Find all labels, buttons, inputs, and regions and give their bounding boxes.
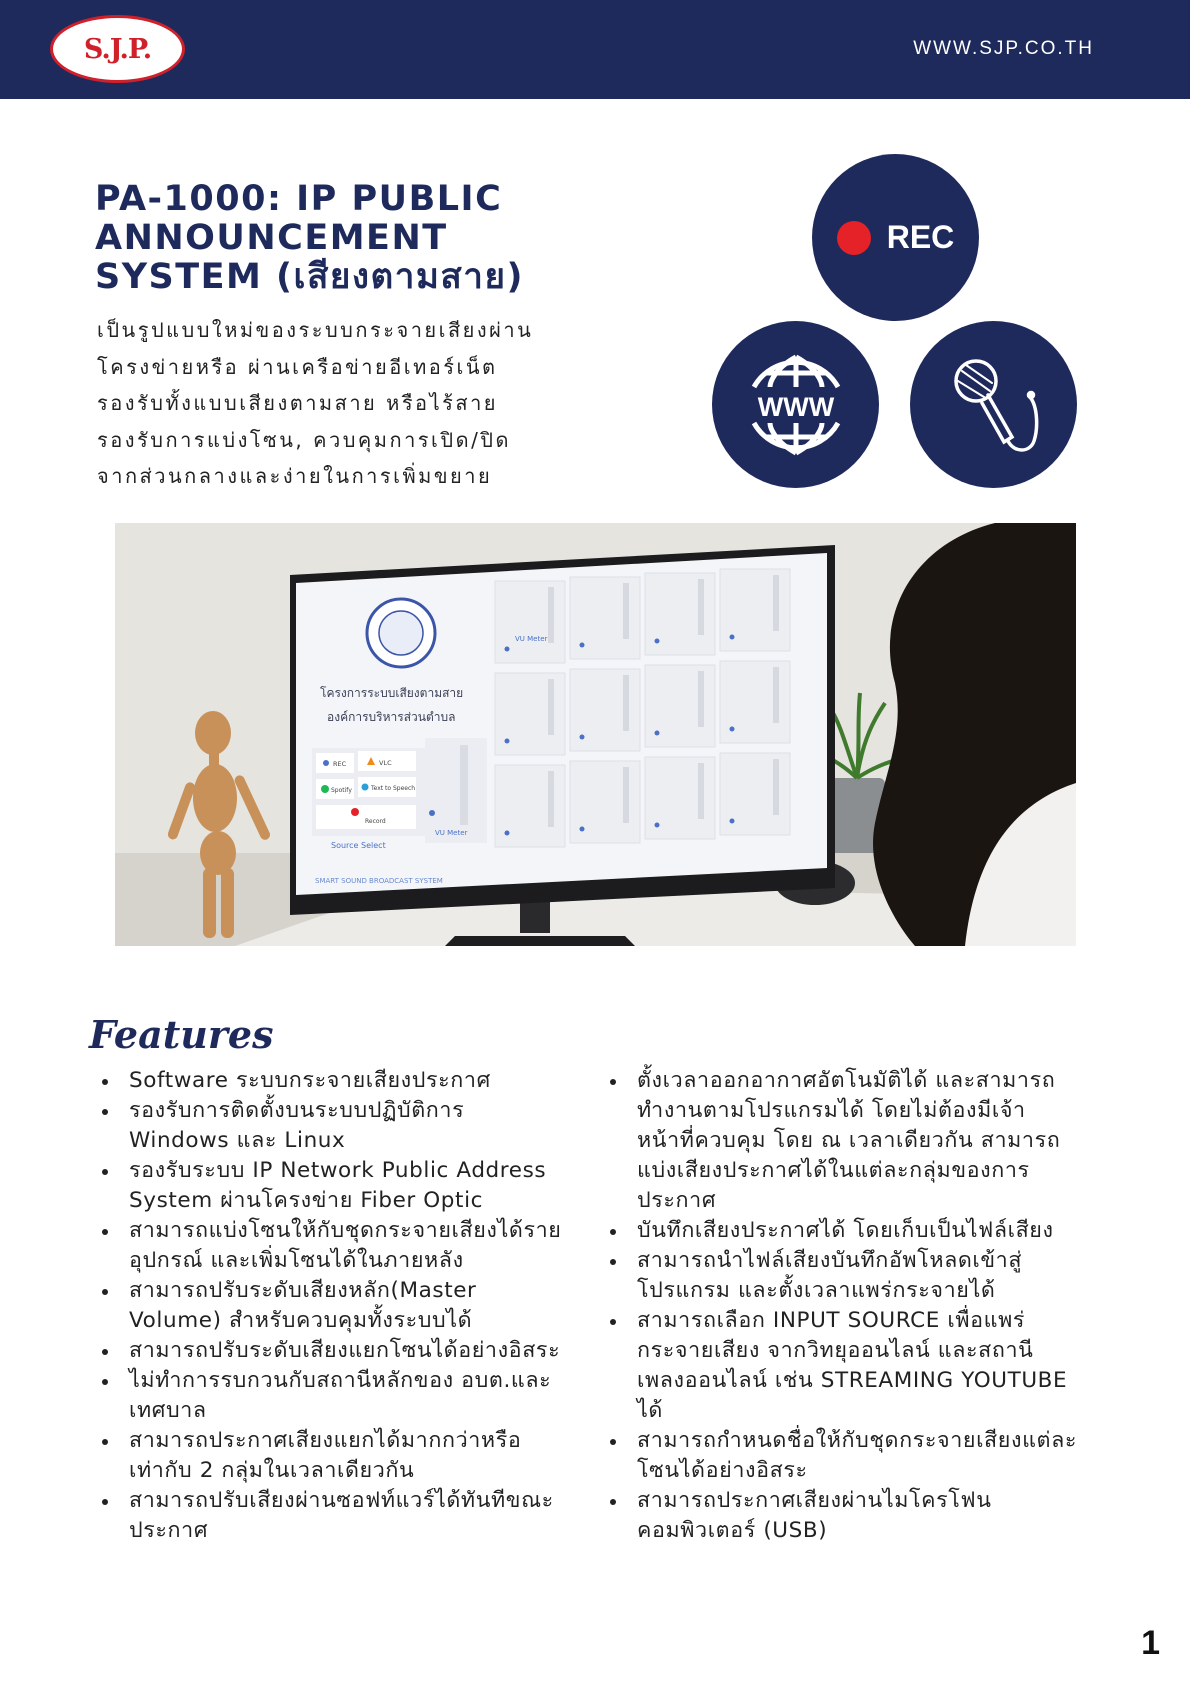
intro-line: เป็นรูปแบบใหม่ของระบบกระจายเสียงผ่าน [97, 318, 534, 342]
list-item: ไม่ทำการรบกวนกับสถานีหลักของ อบต.และเทศบาล [96, 1366, 566, 1426]
title-line: ANNOUNCEMENT [95, 218, 448, 258]
list-item: สามารถประกาศเสียงแยกได้มากกว่าหรือเท่ากับ 2 กลุ่มในเวลาเดียวกัน [96, 1426, 566, 1486]
screen-vu-meter-label: VU Meter [435, 829, 468, 837]
microphone-badge [910, 321, 1077, 488]
screen-footer-text: SMART SOUND BROADCAST SYSTEM [315, 877, 443, 885]
list-item: สามารถเลือก INPUT SOURCE เพื่อแพร่กระจายเสียง จากวิทยุออนไลน์ และสถานีเพลงออนไลน์ เช่น STREAMING YOUTUBE ได้ [604, 1306, 1079, 1426]
www-label: WWW [757, 391, 834, 422]
sjp-logo[interactable] [50, 15, 185, 83]
list-item: สามารถประกาศเสียงผ่านไมโครโฟนคอมพิวเตอร์ (USB) [604, 1486, 1079, 1546]
list-item: สามารถแบ่งโซนให้กับชุดกระจายเสียงได้รายอุปกรณ์ และเพิ่มโซนได้ในภายหลัง [96, 1216, 566, 1276]
list-item: สามารถกำหนดชื่อให้กับชุดกระจายเสียงแต่ละโซนได้อย่างอิสระ [604, 1426, 1079, 1486]
site-url-link[interactable]: WWW.SJP.CO.TH [913, 38, 1094, 59]
list-item: สามารถนำไฟล์เสียงบันทึกอัพโหลดเข้าสู่โปรแกรม และตั้งเวลาแพร่กระจายได้ [604, 1246, 1079, 1306]
screen-btn-vlc: VLC [379, 759, 392, 767]
feature-list-left [96, 1066, 566, 1546]
header-bar [0, 0, 1190, 99]
screen-btn-rec: REC [333, 760, 347, 768]
title-line: SYSTEM (เสียงตามสาย) [95, 257, 524, 297]
screen-btn-record: Record [365, 818, 386, 825]
list-item: รองรับระบบ IP Network Public Address System ผ่านโครงข่าย Fiber Optic [96, 1156, 566, 1216]
intro-paragraph [97, 312, 597, 495]
screen-title-2: องค์การบริหารส่วนตำบล [327, 710, 456, 724]
product-photo [115, 523, 1076, 946]
globe-badge [712, 321, 879, 488]
logo-text: S.J.P. [83, 33, 152, 65]
screen-btn-tts: Text to Speech [371, 785, 416, 792]
list-item: สามารถปรับเสียงผ่านซอฟท์แวร์ได้ทันทีขณะประกาศ [96, 1486, 566, 1546]
screen-source-select: Source Select [331, 841, 386, 850]
intro-line: รองรับทั้งแบบเสียงตามสาย หรือไร้สาย [97, 391, 499, 415]
list-item: บันทึกเสียงประกาศได้ โดยเก็บเป็นไฟล์เสียง [604, 1216, 1079, 1246]
list-item: สามารถปรับระดับเสียงหลัก(Master Volume) สำหรับควบคุมทั้งระบบได้ [96, 1276, 566, 1336]
page-number: 1 [1141, 1624, 1160, 1662]
intro-line: รองรับการแบ่งโซน, ควบคุมการเปิด/ปิด [97, 427, 511, 452]
list-item: รองรับการติดตั้งบนระบบปฏิบัติการ Windows และ Linux [96, 1096, 566, 1156]
screen-btn-spotify: Spotify [331, 787, 352, 794]
intro-line: โครงข่ายหรือ ผ่านเครือข่ายอีเทอร์เน็ต [97, 354, 498, 379]
rec-label: REC [886, 219, 955, 255]
screen-vu-meter-label: VU Meter [515, 635, 548, 643]
feature-list-right [604, 1066, 1079, 1546]
screen-title-1: โครงการระบบเสียงตามสาย [320, 686, 464, 700]
globe-www-icon [736, 345, 856, 465]
microphone-icon [934, 345, 1054, 465]
list-item: ตั้งเวลาออกอากาศอัตโนมัติได้ และสามารถทำงานตามโปรแกรมได้ โดยไม่ต้องมีเจ้าหน้าที่ควบคุม โดย ณ เวลาเดียวกัน สามารถแบ่งเสียงประกาศได้ในแต่ละกลุ่มของการประกาศ [604, 1066, 1079, 1216]
intro-line: จากส่วนกลางและง่ายในการเพิ่มขยาย [97, 464, 493, 488]
record-dot-icon [837, 221, 871, 255]
title-line: PA-1000: IP PUBLIC [95, 179, 503, 219]
rec-badge [812, 154, 979, 321]
list-item: Software ระบบกระจายเสียงประกาศ [96, 1066, 566, 1096]
monitor-scene-illustration [115, 523, 1076, 946]
list-item: สามารถปรับระดับเสียงแยกโซนได้อย่างอิสระ [96, 1336, 566, 1366]
features-heading: Features [89, 1012, 274, 1057]
page-title [95, 180, 655, 297]
